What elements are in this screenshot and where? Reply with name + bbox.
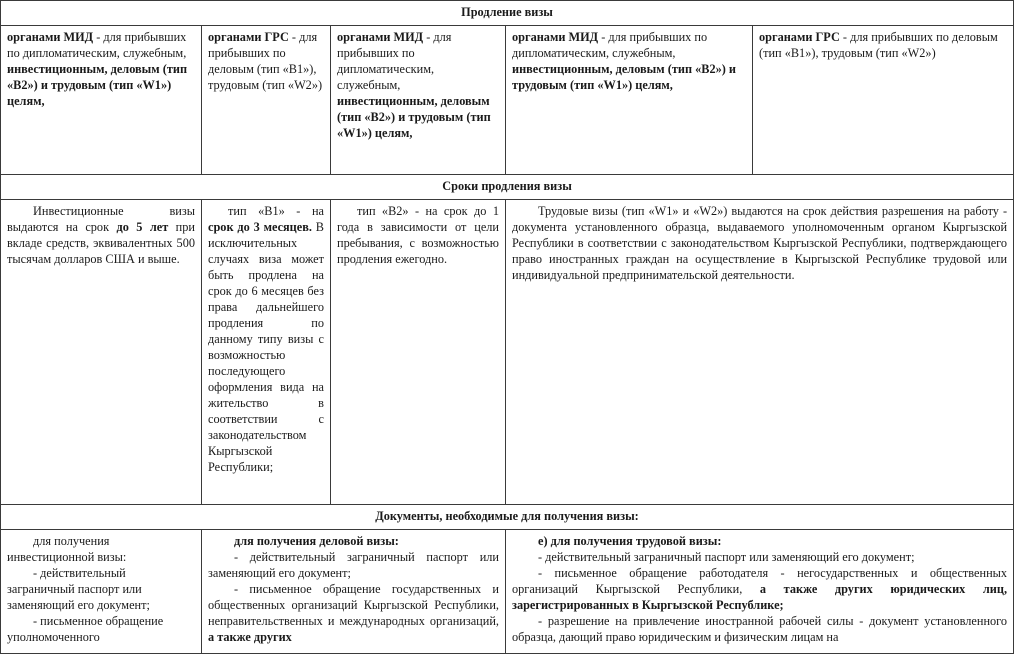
documents-line-inv-1: - действительный заграничный паспорт или заменяющий его документ; [7,565,150,612]
section-header-row-terms [1,174,1014,199]
documents-line-lab-2-text: - письменное обращение работодателя - негосударственных и общественных организаций Кыргызской Республики, [512,565,1008,596]
authority-cell-grs-1 [202,25,331,174]
documents-line-bus-1: - действительный заграничный паспорт или заменяющий его документ; [208,549,499,580]
authority-cell-grs-2 [753,25,1014,174]
section-header-extension: Продление визы [1,1,1014,26]
terms-cell-investment [1,199,202,504]
authority-label-3: органами МИД [337,29,424,44]
authority-text-bold-4: инвестиционным, деловым (тип «B2») и трудовым (тип «W1») целям, [512,61,737,92]
authority-text-bold-3: инвестиционным, деловым (тип «B2») и трудовым (тип «W1») целям, [337,93,491,140]
documents-row [1,529,1014,653]
authority-cell-mid-2 [331,25,506,174]
authority-label-2: органами ГРС [208,29,289,44]
authority-text-1: - для прибывших по дипломатическим, служебным, [7,29,187,60]
terms-cell-b2 [331,199,506,504]
documents-line-lab-2-bold: а также других юридических лиц, зарегистрированных в Кыргызской Республике; [512,581,1008,612]
terms-cell-labor [506,199,1014,504]
terms-cell-b1 [202,199,331,504]
authority-text-5: - для прибывших по деловым (тип «B1»), трудовым (тип «W2») [759,29,998,60]
terms-text-2b: В исключительных случаях виза может быть продлена на срок до 6 месяцев без права дальнейшего продления по данному типу визы с возможностью последующего оформления вида на жительство в соответствии с законодательством Кыргызской Республики; [208,219,325,474]
authority-text-4: - для прибывших по дипломатическим, служебным, [512,29,708,60]
documents-heading-business: для получения деловой визы: [234,533,399,548]
documents-cell-business [202,529,506,653]
authority-text-2: - для прибывших по деловым (тип «B1»), трудовым (тип «W2») [208,29,323,92]
documents-cell-labor [506,529,1014,653]
section-header-terms: Сроки продления визы [1,174,1014,199]
documents-line-lab-1: - действительный заграничный паспорт или заменяющий его документ; [538,549,915,564]
documents-line-lab-3: - разрешение на привлечение иностранной рабочей силы - документ установленного образца, дающий право юридическим и физическим лицам на [512,613,1008,644]
authority-cell-mid-3 [506,25,753,174]
authority-label-5: органами ГРС [759,29,840,44]
section-header-row-documents [1,504,1014,529]
documents-cell-investment [1,529,202,653]
documents-line-bus-2-bold: а также других [208,629,292,644]
documents-heading-labor: е) для получения трудовой визы: [538,533,722,548]
terms-row [1,199,1014,504]
authority-text-bold-1: инвестиционным, деловым (тип «B2») и трудовым (тип «W1») целям, [7,61,188,108]
authority-label-1: органами МИД [7,29,94,44]
documents-heading-investment: для получения инвестиционной визы: [7,533,127,564]
terms-bold-1: до 5 лет [116,219,169,234]
documents-line-bus-2-text: - письменное обращение государственных и общественных организаций Кыргызской Республики, неправительственных и международных организаций, [208,581,499,628]
terms-text-4: Трудовые визы (тип «W1» и «W2») выдаются на срок действия разрешения на работу - документа установленного образца, выдаваемого уполномоченным органом Кыргызской Республики в соответствии с законодательством Кыргызской Республики, подтверждающего право иностранных граждан на осуществление в Кыргызской Республике трудовой или индивидуальной предпринимательской деятельности. [512,203,1008,282]
authorities-row [1,25,1014,174]
section-header-documents: Документы, необходимые для получения визы: [1,504,1014,529]
authority-cell-mid-1 [1,25,202,174]
terms-text-1b: при вкладе средств, эквивалентных 500 тысячам долларов США и выше. [7,219,195,266]
documents-line-bus-2 [208,582,499,646]
documents-line-inv-2: - письменное обращение уполномоченного [7,613,164,644]
documents-line-lab-2 [512,566,1007,614]
terms-text-2a: тип «B1» - на [228,203,324,218]
terms-text-3: тип «B2» - на срок до 1 года в зависимости от цели пребывания, с возможностью продления ежегодно. [337,203,499,266]
section-header-row-extension [1,1,1014,26]
authority-text-3: - для прибывших по дипломатическим, служебным, [337,29,452,92]
terms-text-1a: Инвестиционные визы выдаются на срок [7,203,195,234]
terms-bold-2: срок до 3 месяцев. [208,219,312,234]
authority-label-4: органами МИД [512,29,599,44]
